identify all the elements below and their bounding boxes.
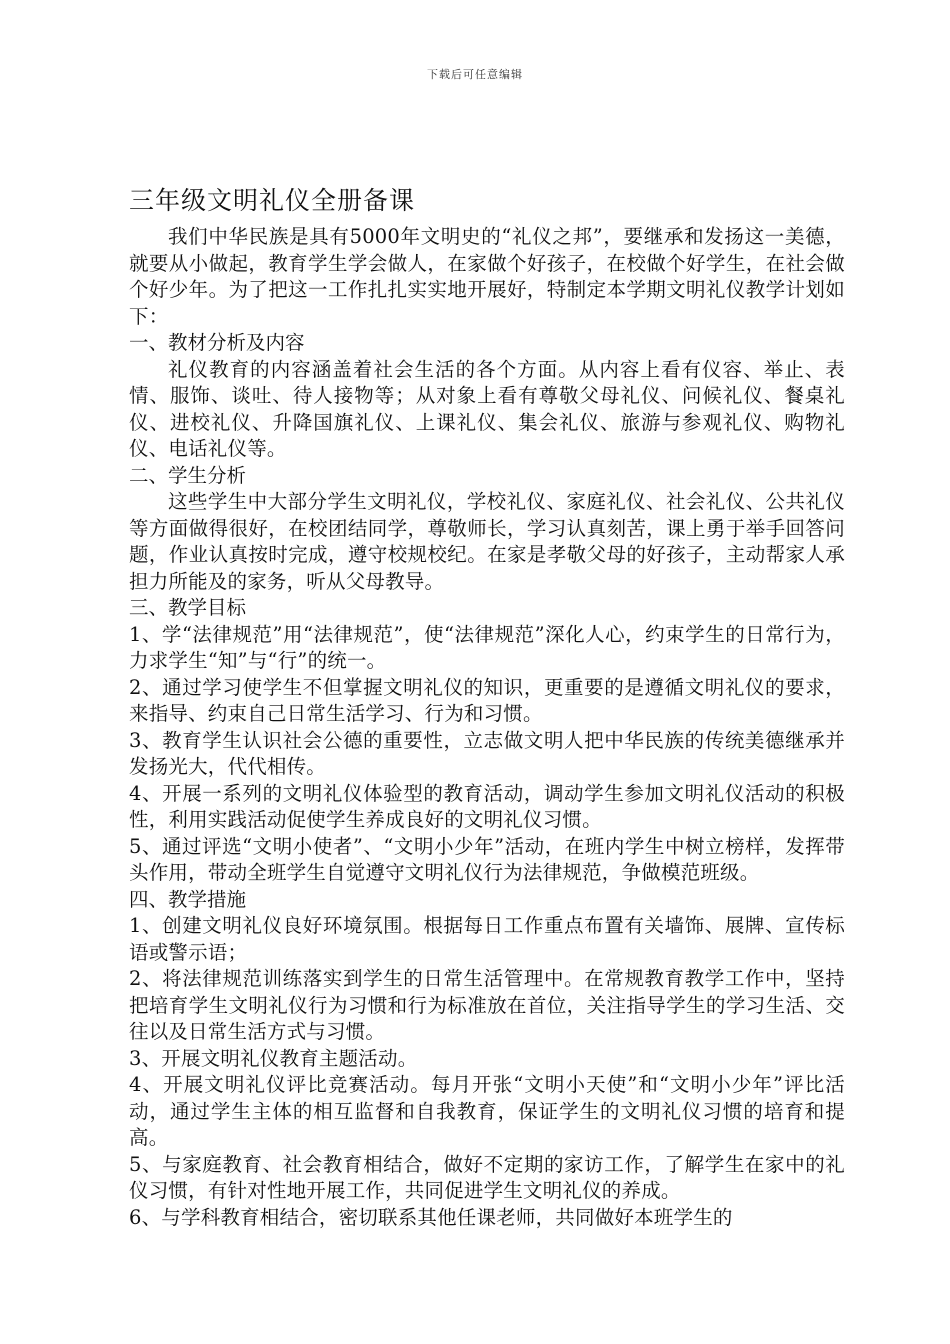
goal-item-4: 4、开展一系列的文明礼仪体验型的教育活动，调动学生参加文明礼仪活动的积极性，利用实践活动促使学生养成良好的文明礼仪习惯。: [129, 781, 845, 831]
measure-item-4: 4、开展文明礼仪评比竞赛活动。每月开张“文明小天使”和“文明小少年”评比活动，通过学生主体的相互监督和自我教育，保证学生的文明礼仪习惯的培育和提高。: [129, 1073, 845, 1149]
section-heading-goals: 三、教学目标: [129, 596, 247, 619]
materials-paragraph: 礼仪教育的内容涵盖着社会生活的各个方面。从内容上看有仪容、举止、表情、服饰、谈吐、待人接物等；从对象上看有尊敬父母礼仪、问候礼仪、餐桌礼仪、进校礼仪、升降国旗礼仪、上课礼仪、集会礼仪、旅游与参观礼仪、购物礼仪、电话礼仪等。: [129, 357, 845, 460]
measure-item-3: 3、开展文明礼仪教育主题活动。: [129, 1046, 418, 1070]
goal-item-1: 1、学“法律规范”用“法律规范”，使“法律规范”深化人心，约束学生的日常行为，力求学生“知”与“行”的统一。: [129, 622, 845, 672]
measure-item-2: 2、将法律规范训练落实到学生的日常生活管理中。在常规教育教学工作中，坚持把培育学生文明礼仪行为习惯和行为标准放在首位，关注指导学生的学习生活、交往以及日常生活方式与习惯。: [129, 967, 845, 1043]
section-heading-students: 二、学生分析: [129, 463, 247, 487]
page-header-note: 下载后可任意编辑: [427, 68, 523, 81]
intro-paragraph: 我们中华民族是具有5000年文明史的“礼仪之邦”，要继承和发扬这一美德，就要从小做起，教育学生学会做人，在家做个好孩子，在校做个好学生，在社会做个好少年。为了把这一工作扎扎实实地开展好，特制定本学期文明礼仪教学计划如下：: [129, 225, 845, 328]
section-heading-materials: 一、教材分析及内容: [129, 331, 305, 354]
measure-item-1: 1、创建文明礼仪良好环境氛围。根据每日工作重点布置有关墙饰、展牌、宣传标语或警示语；: [129, 914, 845, 964]
section-heading-measures: 四、教学措施: [129, 887, 247, 911]
goal-item-5: 5、通过评选“文明小使者”、“文明小少年”活动，在班内学生中树立榜样，发挥带头作用，带动全班学生自觉遵守文明礼仪行为法律规范，争做模范班级。: [129, 834, 845, 884]
goal-item-2: 2、通过学习使学生不但掌握文明礼仪的知识，更重要的是遵循文明礼仪的要求，来指导、约束自己日常生活学习、行为和习惯。: [129, 675, 845, 725]
goal-item-3: 3、教育学生认识社会公德的重要性，立志做文明人把中华民族的传统美德继承并发扬光大，代代相传。: [129, 728, 845, 778]
students-paragraph: 这些学生中大部分学生文明礼仪，学校礼仪、家庭礼仪、社会礼仪、公共礼仪等方面做得很好，在校团结同学，尊敬师长，学习认真刻苦，课上勇于举手回答问题，作业认真按时完成，遵守校规校纪。在家是孝敬父母的好孩子，主动帮家人承担力所能及的家务，听从父母教导。: [129, 490, 845, 593]
document-title: 三年级文明礼仪全册备课: [129, 186, 416, 215]
measure-item-6: 6、与学科教育相结合，密切联系其他任课老师，共同做好本班学生的: [129, 1205, 733, 1229]
measure-item-5: 5、与家庭教育、社会教育相结合，做好不定期的家访工作，了解学生在家中的礼仪习惯，有针对性地开展工作，共同促进学生文明礼仪的养成。: [129, 1152, 845, 1202]
document-body: [129, 184, 845, 1231]
